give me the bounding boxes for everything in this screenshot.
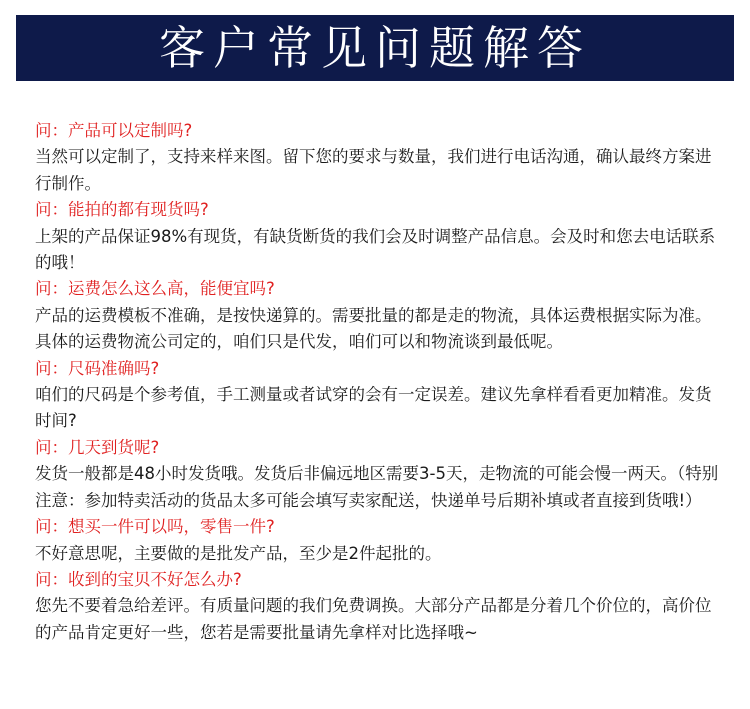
faq-question: 问：运费怎么这么高，能便宜吗?	[35, 279, 275, 299]
faq-question: 问：收到的宝贝不好怎么办?	[35, 569, 242, 589]
faq-answer: 当然可以定制了，支持来样来图。留下您的要求与数量，我们进行电话沟通，确认最终方案进行制作。	[35, 147, 712, 193]
page-title: 客户常见问题解答	[159, 21, 591, 75]
faq-answer: 发货一般都是48小时发货哦。发货后非偏远地区需要3-5天，走物流的可能会慢一两天。（特别注意：参加特卖活动的货品太多可能会填写卖家配送，快递单号后期补填或者直接到货哦!）	[35, 464, 719, 510]
faq-question: 问：几天到货呢?	[35, 437, 160, 457]
faq-question: 问：尺码准确吗?	[35, 358, 160, 378]
page-title-banner	[16, 15, 734, 81]
faq-answer: 上架的产品保证98%有现货，有缺货断货的我们会及时调整产品信息。会及时和您去电话联系的哦！	[35, 226, 716, 273]
faq-list	[35, 118, 725, 646]
faq-answer: 您先不要着急给差评。有质量问题的我们免费调换。大部分产品都是分着几个价位的，高价位的产品肯定更好一些，您若是需要批量请先拿样对比选择哦~	[35, 596, 712, 642]
faq-question: 问：能拍的都有现货吗?	[35, 200, 209, 220]
faq-answer: 产品的运费模板不准确，是按快递算的。需要批量的都是走的物流，具体运费根据实际为准。具体的运费物流公司定的，咱们只是代发，咱们可以和物流谈到最低呢。	[35, 305, 712, 352]
faq-question: 问：产品可以定制吗?	[35, 121, 193, 140]
faq-answer: 咱们的尺码是个参考值，手工测量或者试穿的会有一定误差。建议先拿样看看更加精准。发货时间?	[35, 385, 712, 431]
faq-question: 问：想买一件可以吗，零售一件?	[35, 517, 275, 537]
faq-answer: 不好意思呢，主要做的是批发产品，至少是2件起批的。	[35, 543, 442, 563]
